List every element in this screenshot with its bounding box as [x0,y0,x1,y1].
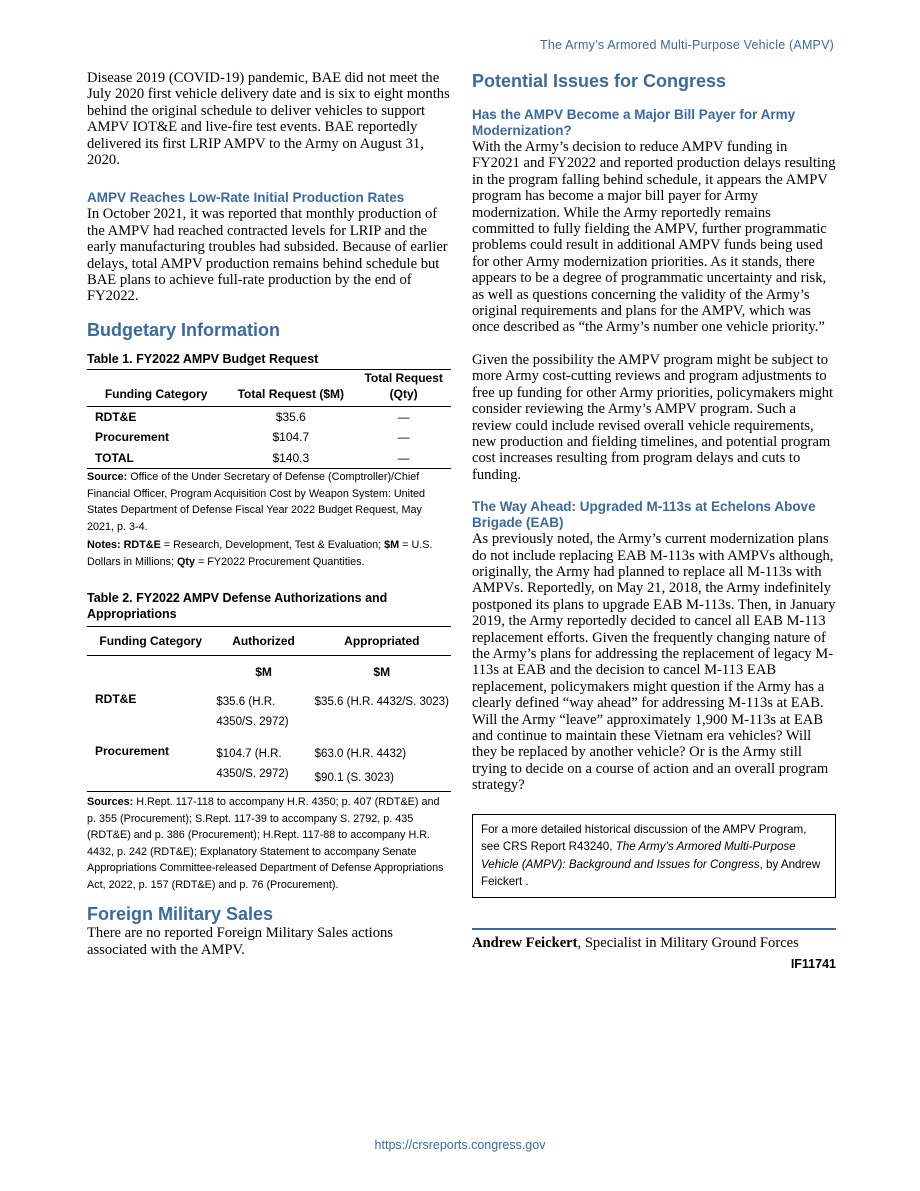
box-text: For a more detailed historical discussion of the AMPV Program, see CRS Report R43240, [481,822,807,854]
left-column [87,70,451,958]
table2-caption: Table 2. FY2022 AMPV Defense Authorizations and Appropriations [87,590,451,627]
lrip-heading: AMPV Reaches Low-Rate Initial Production Rates [87,190,405,206]
budget-heading: Budgetary Information [87,319,281,340]
t2-cell: $104.7 (H.R. 4350/S. 2972) [216,748,289,781]
intro-paragraph: Disease 2019 (COVID-19) pandemic, BAE did not meet the July 2020 first vehicle delivery date and is six to eight months behind the original schedule to deliver vehicles to support AMPV IOT&E and live-fire test events. BAE reportedly delivered its first LRIP AMPV to the Army on August 31, 2020. [87,70,450,169]
issues-heading: Potential Issues for Congress [472,71,727,91]
table-row [87,734,451,792]
t2-unit: $M [255,665,272,680]
t1-cell: $140.3 [272,450,310,465]
table-row [87,427,451,448]
fms-paragraph: There are no reported Foreign Military Sales actions associated with the AMPV. [87,925,393,958]
t2-cell: $35.6 (H.R. 4350/S. 2972) [216,696,289,729]
t1-cell: Procurement [95,430,170,445]
t1-header-request-m: Total Request ($M) [237,387,345,402]
budget-request-table [87,370,451,470]
sources-label: Sources: [87,796,134,809]
way-ahead-paragraph: As previously noted, the Army’s current modernization plans do not include replacing EAB M-113s with AMPVs although, originally, the Army had planned to replace all M-113s with AMPVs. Reportedly, on May 21, 2018, the Army indefinitely postponed its plans to upgrade EAB M-113s. Then, in January 2019, the Army reportedly decided to cancel all EAB M-113 replacement efforts. Given the frequently changing nature of the Army’s plans for addressing the replacement of legacy M-113s at EAB and the decision to cancel M-113 EAB replacement, policymakers might question if the Army has a clearly defined “way ahead” for addressing M-113s at EAB. Will the Army “leave” approximately 1,900 M-113s at EAB and continue to maintain these Vietnam era vehicles? Will they be replaced by another vehicle? Or is the Army still trying to decide on a course of action and an overall program strategy? [472,531,836,794]
sources-text: H.Rept. 117-118 to accompany H.R. 4350; p. 407 (RDT&E) and p. 355 (Procurement); S.Rept. 117-39 to accompany S. 2792, p. 435 (RDT&E) and p. 386 (Procurement); H.Rept. 117-88 to accompany H.R. 4432, p. 242 (RDT&E); Explanatory Statement to accompany Senate Appropriations Committee-released Department of Defense Appropriations Act, 2022, p. 157 (RDT&E) and p. 76 (Procurement). [87,796,444,891]
t1-cell: $35.6 [275,409,306,424]
t2-header-authorized: Authorized [232,634,295,649]
t1-header-category: Funding Category [104,387,208,402]
t1-cell: $104.7 [272,430,310,445]
t1-cell: RDT&E [95,409,137,424]
bill-payer-paragraph-1: With the Army’s decision to reduce AMPV funding in FY2021 and FY2022 and reported production delays resulting in the program falling behind schedule, it appears the AMPV program has become a major bill payer for Army modernization. While the Army reportedly remains committed to fully fielding the AMPV, further programmatic problems could result in additional AMPV funds being used for other Army modernization priorities. As it stands, there appears to be a degree of programmatic uncertainty and risk, as well as questions concerning the validity of the Army’s original requirements and plans for the AMPV, which was once described as “the Army’s number one vehicle priority.” [472,139,836,336]
source-label: Source: [87,471,128,484]
bill-payer-heading: Has the AMPV Become a Major Bill Payer for Army Modernization? [472,107,796,138]
notes-qty-text: = FY2022 Procurement Quantities. [195,555,365,568]
further-reading-box [472,814,836,898]
fms-heading: Foreign Military Sales [87,904,274,925]
running-header: The Army’s Armored Multi-Purpose Vehicle (AMPV) [540,38,834,52]
t2-unit [87,656,214,691]
author-title: , Specialist in Military Ground Forces [577,934,799,951]
lrip-paragraph: In October 2021, it was reported that monthly production of the AMPV had reached contracted levels for LRIP and the early manufacturing troubles had subsided. Because of earlier delays, total AMPV production remains behind schedule but BAE plans to achieve full-rate production by the end of FY2022. [87,206,448,305]
box-report-title[interactable]: The Army’s Armored Multi-Purpose Vehicle (AMPV): Background and Issues for Congress [481,840,796,871]
t2-header-appropriated: Appropriated [344,634,420,649]
bill-payer-paragraph-2: Given the possibility the AMPV program might be subject to more Army cost-cutting reviews and program adjustments to free up funding for other Army priorities, policymakers might consider reviewing the Army’s AMPV program. Such a review could include revised overall vehicle requirements, new production and fielding timelines, and potential program cost increases resulting from program delays and cuts to funding. [472,351,834,483]
table-row [87,690,451,734]
t2-cell [313,734,451,792]
t2-header-category: Funding Category [99,634,203,649]
t1-cell: — [397,450,410,465]
source-text: Office of the Under Secretary of Defense (Comptroller)/Chief Financial Officer, Program Acquisition Cost by Weapon System: United States Department of Defense Fiscal Year 2022 Budget Request, May 2021, p. 3-4. [87,471,426,533]
table-row [87,406,451,427]
t2-cell: Procurement [95,744,170,759]
footer-url-link[interactable]: https://crsreports.congress.gov [374,1138,546,1152]
t2-cell: $35.6 (H.R. 4432/S. 3023) [314,696,449,709]
authorizations-appropriations-table [87,627,451,792]
t2-approp-line: $63.0 (H.R. 4432) [314,748,407,761]
author-name: Andrew Feickert [472,934,578,951]
table-row [87,448,451,469]
notes-qty-label: Qty [177,555,195,568]
notes-rdte-text: = Research, Development, Test & Evaluation; [160,539,385,552]
t2-unit: $M [373,665,391,680]
t2-approp-line: $90.1 (S. 3023) [314,772,394,785]
author-block [472,928,836,951]
report-id: IF11741 [790,957,836,972]
t1-cell: TOTAL [95,450,134,465]
table1-notes [87,537,451,570]
right-column [472,70,836,971]
notes-m-label: $M [384,539,400,552]
t2-cell: RDT&E [95,692,137,707]
table1-source [87,469,451,535]
way-ahead-heading: The Way Ahead: Upgraded M-113s at Echelons Above Brigade (EAB) [472,499,816,531]
notes-m-text: = U.S. Dollars in Millions; [87,539,433,568]
t1-cell: — [397,409,410,424]
table2-sources [87,794,451,893]
t1-header-request-qty: Total Request (Qty) [364,370,443,402]
t1-cell: — [397,430,410,445]
notes-rdte-label: RDT&E [123,539,161,552]
notes-label: Notes: [87,539,121,552]
table1-caption: Table 1. FY2022 AMPV Budget Request [87,351,451,370]
box-text: , by Andrew Feickert . [481,857,821,889]
